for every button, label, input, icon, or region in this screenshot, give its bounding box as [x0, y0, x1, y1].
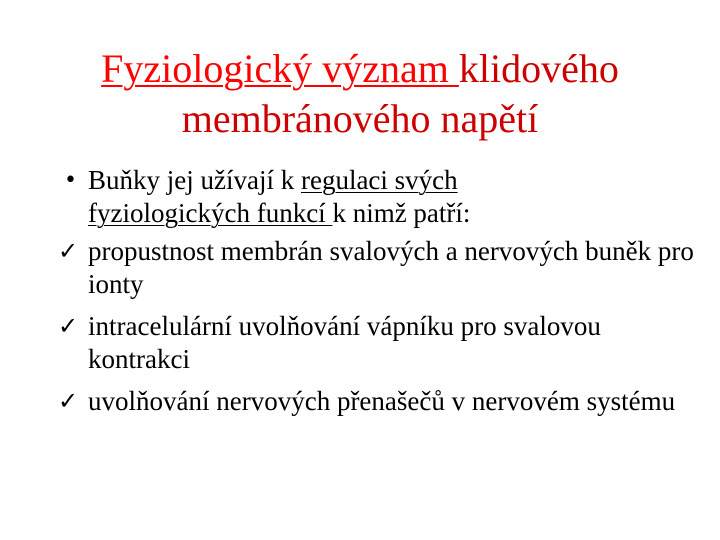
list-item-text: propustnost membrán svalových a nervových buněk pro ionty	[88, 236, 694, 299]
list-item	[58, 385, 698, 418]
title-highlight: Fyziologický význam	[101, 46, 459, 91]
list-item	[58, 235, 698, 301]
title-rest-line1: klidového	[458, 46, 619, 91]
list-item-text: intracelulární uvolňování vápníku pro svalovou kontrakci	[88, 311, 601, 374]
intro-text-after: k nimž patří:	[332, 198, 471, 228]
slide-title	[0, 44, 720, 144]
title-line2: membránového napětí	[181, 96, 539, 141]
intro-text-before: Buňky jej užívají k	[88, 165, 301, 195]
bullet-list	[58, 164, 698, 427]
checkmark-icon: ✓	[58, 387, 79, 415]
checkmark-icon: ✓	[58, 312, 79, 340]
bullet-dot-icon: •	[64, 168, 77, 193]
list-item	[58, 310, 698, 376]
checkmark-icon: ✓	[58, 237, 79, 265]
intro-underlined-2: fyziologických funkcí	[88, 198, 333, 228]
intro-underlined-1: regulaci svých	[300, 165, 458, 195]
list-item-text: uvolňování nervových přenašečů v nervovém systému	[88, 386, 676, 416]
intro-bullet	[58, 164, 698, 230]
